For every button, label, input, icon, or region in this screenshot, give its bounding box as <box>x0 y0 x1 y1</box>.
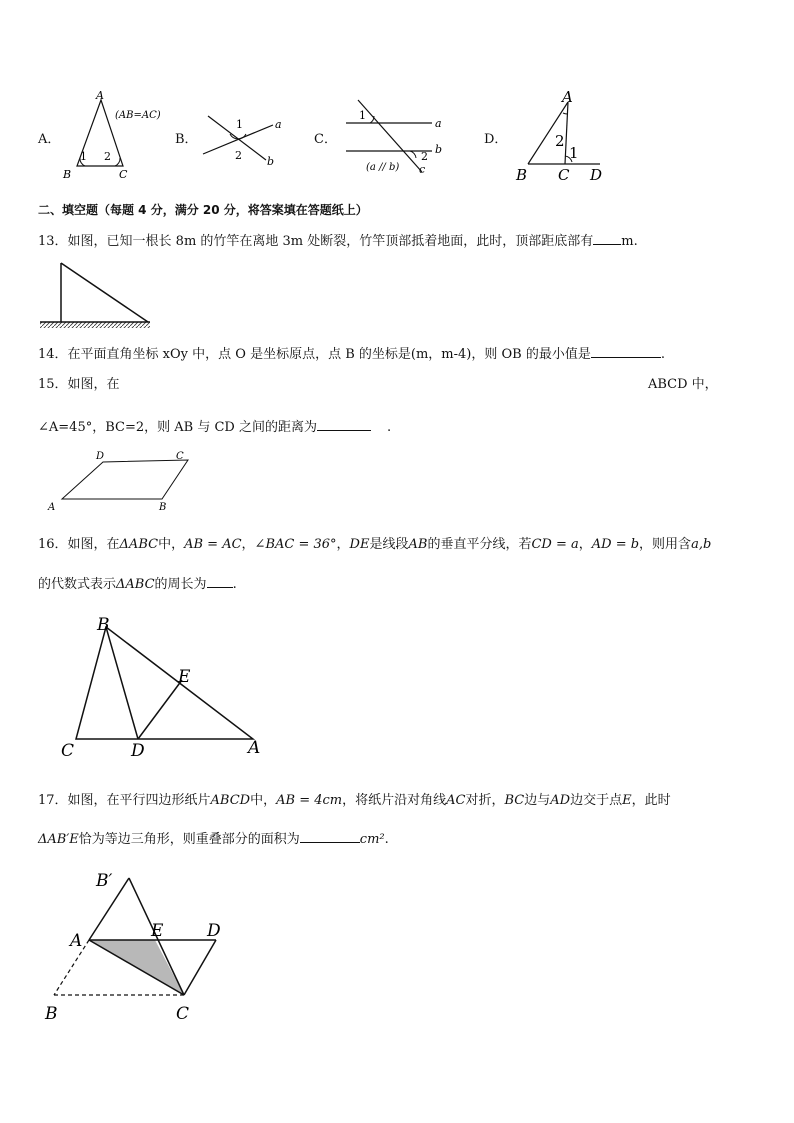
q16-fig-D: D <box>131 741 145 761</box>
q16-fig-B: B <box>97 615 110 635</box>
q16-vars: a,b <box>691 537 712 552</box>
q15-end: . <box>386 420 392 435</box>
q17-abcd: ABCD <box>210 793 251 808</box>
q16-t6: 的垂直平分线，若 <box>427 537 532 552</box>
q17-t1: 17．如图，在平行四边形纸片 <box>38 793 211 808</box>
option-d-figure <box>510 86 610 184</box>
q16-t1: 16．如图，在 <box>38 537 120 552</box>
q16-fig-A: A <box>248 738 261 758</box>
fig-c-line-c: c <box>419 163 426 176</box>
q15-fig-C: C <box>176 451 184 462</box>
q17-e: E <box>622 793 632 808</box>
q16-answer-blank[interactable] <box>207 575 233 588</box>
q16-tri: ΔABC <box>119 537 159 552</box>
fig-d-A: A <box>562 88 573 106</box>
q17-l2-end: . <box>384 832 389 847</box>
q17-l2-tri: ΔAB′E <box>38 832 79 847</box>
q16-triangle-figure <box>55 612 270 762</box>
q16-l2-t1: 的代数式表示 <box>38 577 117 592</box>
fig-c-line-a: a <box>435 117 442 130</box>
q17-fold-figure <box>40 864 240 1029</box>
fig-a-apex: A <box>96 89 104 102</box>
q15-fig-A: A <box>48 502 56 513</box>
option-d-label: D． <box>484 132 508 147</box>
q16-t7: ， <box>578 537 592 552</box>
q16-eq3: CD = a <box>531 537 579 552</box>
q13-text: 13．如图，已知一根长 8m 的竹竿在离地 3m 处断裂，竹竿顶部抵着地面，此时，顶部距底部有 <box>38 234 594 249</box>
fig-c-angle1: 1 <box>359 109 366 122</box>
q15-text: ∠A=45°，BC=2，则 AB 与 CD 之间的距离为 <box>38 420 317 435</box>
fig-b-line-b: b <box>267 155 275 168</box>
fig-b-angle2: 2 <box>235 149 242 162</box>
q14-end: . <box>660 347 665 362</box>
q16-ab: AB <box>408 537 428 552</box>
q16-t4: ， <box>336 537 350 552</box>
fig-c-line-b: b <box>435 143 443 156</box>
q16-t2: 中， <box>158 537 185 552</box>
q17-fig-C: C <box>176 1004 190 1024</box>
q16-t3: ， <box>241 537 255 552</box>
q15-fig-D: D <box>96 451 105 462</box>
q17-t5: 边与 <box>524 793 551 808</box>
q16-eq2: ∠BAC = 36° <box>254 537 337 552</box>
fig-a-left: B <box>63 168 72 181</box>
q17-bc: BC <box>504 793 525 808</box>
fig-b-line-a: a <box>275 118 282 131</box>
q16-eq4: AD = b <box>591 537 640 552</box>
q17-ac: AC <box>446 793 466 808</box>
q17-eq1: AB = 4cm <box>276 793 343 808</box>
fig-a-right: C <box>119 168 128 181</box>
fig-a-angle1: 1 <box>80 150 87 163</box>
q16-t8: ，则用含 <box>639 537 692 552</box>
section-title: 二、填空题（每题 4 分，满分 20 分，将答案填在答题纸上） <box>38 203 368 217</box>
q15-parallelogram-figure <box>42 448 202 516</box>
q17-answer-blank[interactable] <box>300 830 360 843</box>
q15-line1-right: ABCD 中， <box>648 377 718 392</box>
q16-de: DE <box>349 537 370 552</box>
fig-d-D: D <box>590 166 603 184</box>
q17-fig-A: A <box>70 931 83 951</box>
q13-answer-blank[interactable] <box>593 232 621 245</box>
q16-fig-C: C <box>61 741 75 761</box>
option-c-label: C． <box>314 132 337 147</box>
fig-d-angle1: 1 <box>569 144 579 162</box>
fig-d-C: C <box>558 166 570 184</box>
option-c-figure <box>340 96 460 181</box>
option-b-label: B． <box>175 132 198 147</box>
option-a-label: A． <box>38 132 61 147</box>
question-16-line2 <box>38 575 237 591</box>
fig-c-note: (a // b) <box>366 162 400 173</box>
question-13 <box>38 232 638 248</box>
question-14 <box>38 345 665 361</box>
q17-fig-D: D <box>207 921 221 941</box>
q17-l2-t1: 恰为等边三角形，则重叠部分的面积为 <box>78 832 300 847</box>
q13-unit: m. <box>621 234 638 249</box>
q15-line1-left: 15．如图，在 <box>38 377 120 392</box>
q16-l2-tri: ΔABC <box>116 577 155 592</box>
question-15 <box>38 418 391 434</box>
q15-fig-B: B <box>159 502 167 513</box>
option-a-figure <box>65 88 175 183</box>
q17-ad: AD <box>550 793 571 808</box>
q16-l2-t2: 的周长为 <box>154 577 207 592</box>
fig-a-angle2: 2 <box>104 150 111 163</box>
question-17-line2 <box>38 830 389 846</box>
q17-fig-B: B <box>45 1004 58 1024</box>
question-17 <box>38 794 671 807</box>
q16-eq1: AB = AC <box>184 537 242 552</box>
q14-text: 14．在平面直角坐标 xOy 中，点 O 是坐标原点，点 B 的坐标是(m，m-4)，则 OB 的最小值是 <box>38 347 591 362</box>
q14-answer-blank[interactable] <box>591 345 661 358</box>
q13-bamboo-figure <box>38 258 158 333</box>
fig-c-angle2: 2 <box>421 150 428 163</box>
q17-t3: ，将纸片沿对角线 <box>342 793 447 808</box>
q15-answer-blank[interactable] <box>317 418 371 431</box>
q17-unit: cm² <box>359 832 385 847</box>
q17-fig-Bp: B′ <box>96 871 113 891</box>
q16-t5: 是线段 <box>369 537 409 552</box>
q17-t2: 中， <box>250 793 277 808</box>
fig-a-note: (AB=AC) <box>115 110 161 121</box>
q16-fig-E: E <box>178 667 191 687</box>
fig-b-angle1: 1 <box>236 118 243 131</box>
q17-fig-E: E <box>151 921 164 941</box>
fig-d-B: B <box>516 166 528 184</box>
q17-t6: 边交于点 <box>570 793 623 808</box>
q16-l2-end: . <box>232 577 237 592</box>
option-b-figure <box>200 110 290 170</box>
fig-d-angle2: 2 <box>555 132 565 150</box>
q17-t7: ，此时 <box>631 793 671 808</box>
question-16 <box>38 538 711 551</box>
q17-t4: 对折， <box>465 793 505 808</box>
